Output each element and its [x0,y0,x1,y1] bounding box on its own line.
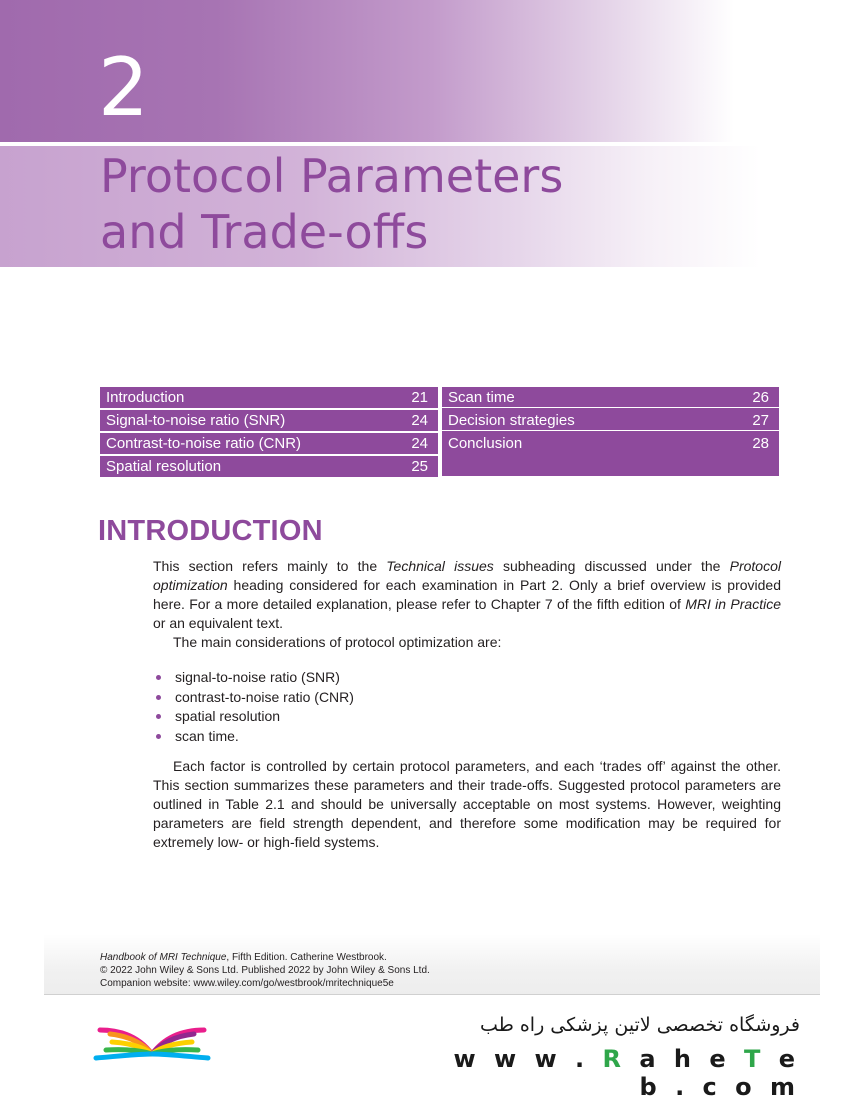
chapter-title-line1: Protocol Parameters [100,149,564,203]
toc-label: Decision strategies [448,412,575,429]
toc-label: Contrast-to-noise ratio (CNR) [106,435,302,452]
chapter-number: 2 [98,41,149,134]
toc-item-introduction[interactable] [100,387,438,408]
url-accent-letter: R [602,1045,626,1073]
url-accent-letter: T [743,1045,766,1073]
emphasis-mri-in-practice: MRI in Practice [685,596,781,612]
intro-paragraph: This section refers mainly to the Technical issues subheading discussed under the Protocol optimization heading considered for each examination in Part 2. Only a brief overview is provided here. For a more detailed explanation, please refer to Chapter 7 of the fifth edition of MRI in Practice or an equivalent text. [153,558,781,631]
list-item: scan time. [153,727,354,747]
emphasis-technical-issues: Technical issues [386,558,494,574]
trade-off-paragraph: Each factor is controlled by certain protocol parameters, and each ‘trades off’ against the other. This section summarizes these parameters and their trade-offs. Suggested protocol parameters are outlined in Table 2.1 and should be universally acceptable on most systems. However, weighting parameters are field strength dependent, and therefore some modification may be required for extremely low- or high-field systems. [153,758,781,850]
toc-item-spatial-resolution[interactable] [100,456,438,477]
chapter-title-line2: and Trade-offs [100,205,429,259]
watermark-shop-name: فروشگاه تخصصی لاتین پزشکی راه طب [480,1014,800,1036]
list-item: signal-to-noise ratio (SNR) [153,668,354,688]
publication-footer [100,951,430,990]
list-item: contrast-to-noise ratio (CNR) [153,688,354,708]
toc-page: 25 [411,458,428,475]
open-book-logo-icon [88,1008,216,1068]
chapter-title [100,148,563,260]
emphasis-protocol-optimization: Protocol optimization [153,558,781,593]
footer-book-title: Handbook of MRI Technique [100,952,227,963]
considerations-list [153,668,354,746]
watermark-website[interactable]: w w w . R a h e T e b . c o m [453,1045,800,1101]
toc-item-cnr[interactable] [100,433,438,454]
toc-label: Spatial resolution [106,458,222,475]
footer-citation: Handbook of MRI Technique, Fifth Edition. Catherine Westbrook. [100,952,387,963]
toc-page: 26 [752,389,769,406]
toc-page: 24 [411,412,428,429]
footer-divider [44,994,820,995]
toc-label: Signal-to-noise ratio (SNR) [106,412,286,429]
toc-page: 24 [411,435,428,452]
toc-item-scan-time[interactable] [442,387,779,408]
toc-right-column [442,387,779,476]
considerations-paragraph: The main considerations of protocol optimization are: [173,634,502,650]
toc-page: 28 [752,435,769,452]
toc-page: 27 [752,412,769,429]
toc-label: Introduction [106,389,185,406]
footer-companion-website[interactable]: Companion website: www.wiley.com/go/westbrook/mritechnique5e [100,978,394,989]
chapter-contents-table [100,387,779,476]
toc-left-column [100,387,438,479]
toc-item-decision-strategies[interactable] [442,410,779,431]
toc-label: Scan time [448,389,515,406]
section-heading: INTRODUCTION [98,515,323,547]
toc-label: Conclusion [448,435,523,452]
footer-copyright: © 2022 John Wiley & Sons Ltd. Published 2022 by John Wiley & Sons Ltd. [100,965,430,976]
toc-page: 21 [411,389,428,406]
toc-item-conclusion[interactable] [442,433,779,453]
toc-item-snr[interactable] [100,410,438,431]
list-item: spatial resolution [153,707,354,727]
